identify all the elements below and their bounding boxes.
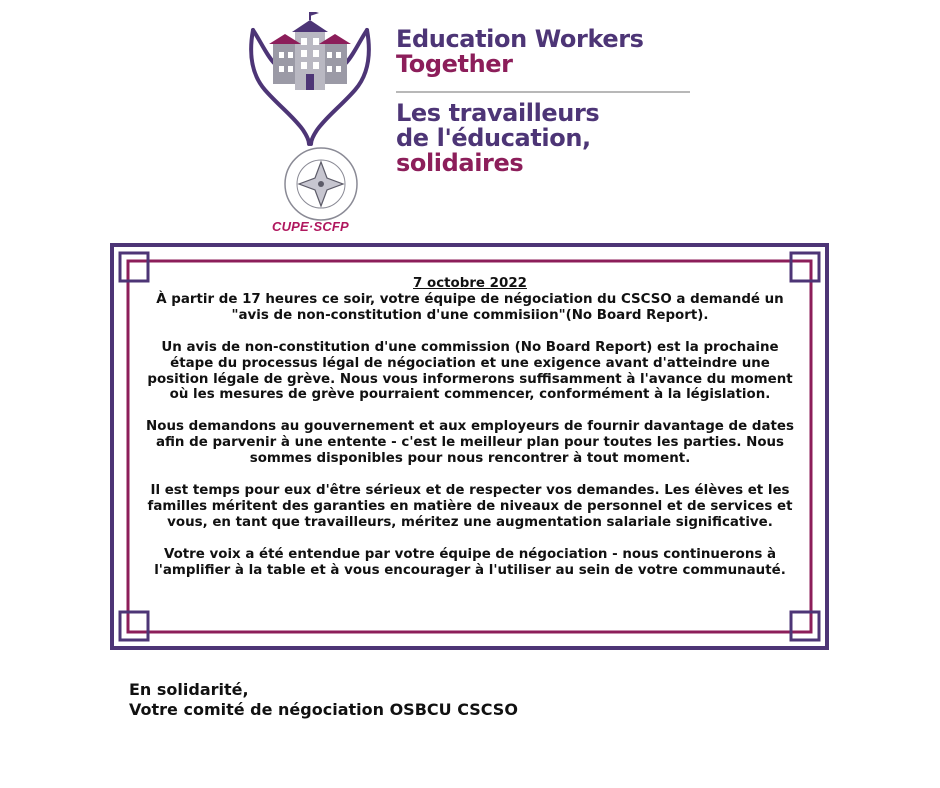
tagline-en-line-1: Education Workers (396, 25, 644, 53)
cupe-scfp-logo: CUPE·SCFP (272, 219, 349, 234)
notice-paragraph: À partir de 17 heures ce soir, votre équipe de négociation du CSCSO a demandé un "avis de non-constitution d'une commisiion"(No Board Report). (156, 291, 784, 323)
tagline-fr-line-1: Les travailleurs (396, 99, 600, 127)
notice-paragraph: Votre voix a été entendue par votre équipe de négociation - nous continuerons à l'amplifier à la table et à vous encourager à l'utiliser au sein de votre communauté. (154, 546, 786, 578)
notice-paragraph: Un avis de non-constitution d'une commission (No Board Report) est la prochaine étape du processus légal de négociation et une exigence avant d'atteindre une position légale de grève. Nous vous informerons suffisamment à l'avance du moment où les mesures de grève pourraient commencer, conformément à la législation. (147, 339, 793, 403)
tagline-fr-line-2: de l'éducation, (396, 124, 591, 153)
notice-paragraph: Il est temps pour eux d'être sérieux et de respecter vos demandes. Les élèves et les familles méritent des garanties en matière de niveaux de personnel et de services et vous, en tant que travailleurs, méritez une augmentation salariale significative. (147, 483, 793, 530)
notice-date: 7 octobre 2022 (413, 276, 527, 291)
signoff-line-2: Votre comité de négociation OSBCU CSCSO (129, 700, 518, 719)
signoff-line-1: En solidarité, (129, 680, 249, 699)
notice-paragraph: Nous demandons au gouvernement et aux employeurs de fournir davantage de dates afin de parvenir à une entente - c'est le meilleur plan pour toutes les parties. Nous sommes disponibles pour nous rencontrer à tout moment. (146, 419, 794, 467)
signoff (129, 680, 518, 720)
tagline-fr-line-3: solidaires (396, 149, 524, 178)
tagline-en-line-2: Together (396, 50, 513, 78)
notice-body (142, 276, 798, 595)
